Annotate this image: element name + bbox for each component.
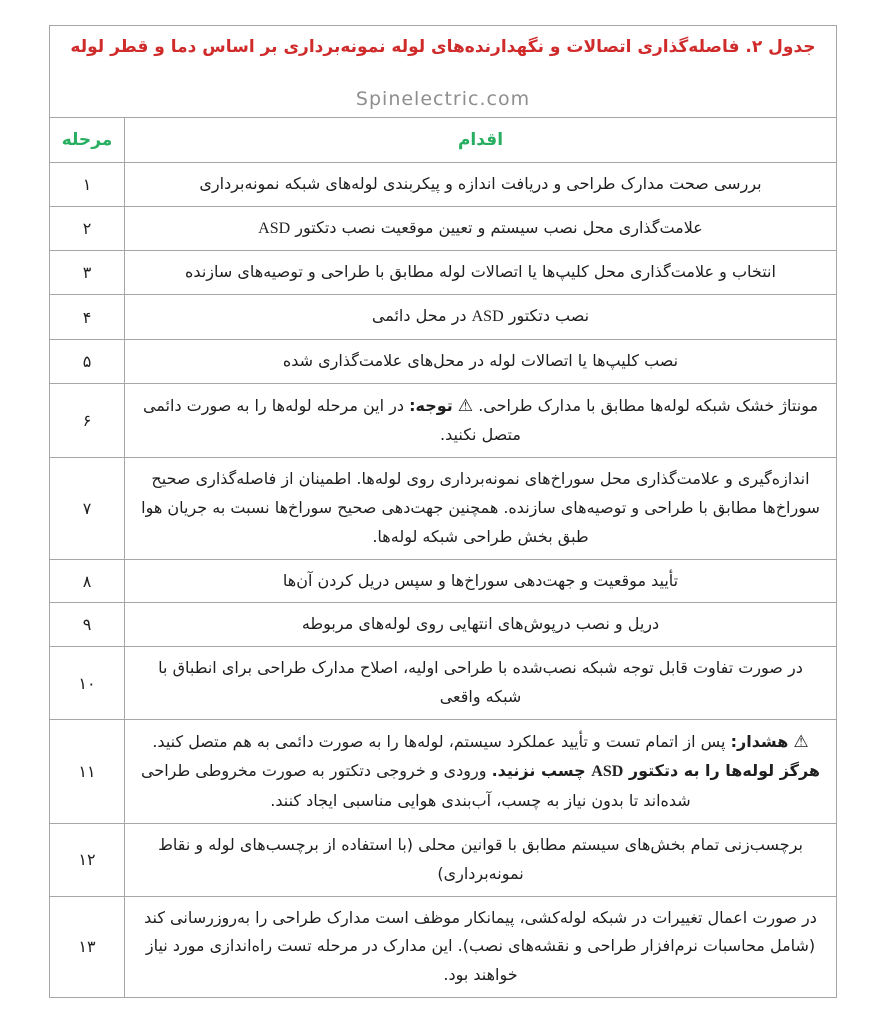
warning-icon: ⚠	[793, 731, 809, 752]
action-text	[139, 654, 822, 712]
action-cell	[125, 251, 837, 295]
action-cell	[125, 559, 837, 603]
action-text-segment: در محل دائمی	[371, 306, 472, 326]
table-row	[50, 603, 837, 647]
action-text-segment: ورودی و خروجی دتکتور به صورت مخروطی طراحی شده‌اند تا بدون نیاز به چسب، آب‌بندی هوایی مناسبی ایجاد کنند.	[140, 761, 691, 811]
action-cell	[125, 603, 837, 647]
table-row	[50, 559, 837, 603]
stage-number: ۸	[50, 559, 125, 603]
action-text-segment: چسب نزنید.	[491, 761, 592, 781]
table-row	[50, 647, 837, 720]
action-text-segment: دریل و نصب درپوش‌های انتهایی روی لوله‌های مربوطه	[301, 614, 660, 634]
table-row	[50, 295, 837, 340]
procedure-table	[49, 25, 837, 998]
action-text	[139, 610, 822, 639]
stage-number: ۹	[50, 603, 125, 647]
action-text-segment: هرگز لوله‌ها را به دتکتور	[623, 761, 821, 781]
action-text-segment: توجه:	[409, 395, 453, 415]
table-row	[50, 340, 837, 384]
action-cell	[125, 824, 837, 897]
stage-number: ۱۱	[50, 719, 125, 823]
action-text-segment: برچسب‌زنی تمام بخش‌های سیستم مطابق با قوانین محلی (با استفاده از برچسب‌های لوله و نقاط نمونه‌برداری)	[158, 835, 803, 883]
stage-number: ۱۳	[50, 896, 125, 997]
action-text-segment: نصب کلیپ‌ها یا اتصالات لوله در محل‌های علامت‌گذاری شده	[282, 351, 679, 371]
action-text-segment: ASD	[258, 219, 291, 237]
stage-number: ۳	[50, 251, 125, 295]
column-header-row	[50, 117, 837, 162]
action-text-segment: علامت‌گذاری محل نصب سیستم و تعیین موقعیت نصب دتکتور	[290, 217, 703, 237]
stage-number: ۲	[50, 206, 125, 251]
action-text-segment: در این مرحله لوله‌ها را به صورت دائمی متصل نکنید.	[142, 395, 521, 445]
stage-number: ۵	[50, 340, 125, 384]
warning-icon: ⚠	[457, 395, 474, 416]
table-row	[50, 719, 837, 823]
action-cell	[125, 896, 837, 997]
action-text	[139, 302, 822, 332]
stage-number: ۱۲	[50, 824, 125, 897]
action-text-segment: انتخاب و علامت‌گذاری محل کلیپ‌ها یا اتصالات لوله مطابق با طراحی و توصیه‌های سازنده	[185, 262, 776, 282]
table-title: جدول ۲. فاصله‌گذاری اتصالات و نگهدارنده‌های لوله نمونه‌برداری بر اساس دما و قطر لوله	[70, 37, 816, 57]
action-text	[139, 727, 822, 816]
action-cell	[125, 340, 837, 384]
action-text-segment: ASD	[591, 763, 624, 781]
action-text	[139, 831, 822, 889]
action-text-segment: ASD	[471, 308, 504, 326]
action-text	[139, 258, 822, 287]
action-cell	[125, 647, 837, 720]
table-row	[50, 824, 837, 897]
action-cell	[125, 458, 837, 559]
action-text-segment: در صورت اعمال تغییرات در شبکه لوله‌کشی، پیمانکار موظف است مدارک طراحی را به‌روزرسانی کند (شامل محاسبات نرم‌افزار طراحی و نقشه‌های نصب). این مدارک در مرحله تست راه‌اندازی مورد نیاز خواهند بود.	[144, 907, 817, 985]
action-text	[139, 567, 822, 596]
action-cell	[125, 719, 837, 823]
column-header-action: اقدام	[125, 117, 837, 162]
table-row	[50, 896, 837, 997]
title-row	[50, 26, 837, 118]
table-body	[50, 162, 837, 997]
action-text	[139, 391, 822, 450]
table-row	[50, 458, 837, 559]
stage-number: ۱	[50, 162, 125, 206]
action-text	[139, 214, 822, 244]
action-text-segment: هشدار:	[730, 731, 789, 751]
column-header-stage: مرحله	[50, 117, 125, 162]
action-text-segment: در صورت تفاوت قابل توجه شبکه نصب‌شده با طراحی اولیه، اصلاح مدارک طراحی برای انطباق با شبکه واقعی	[158, 658, 803, 707]
stage-number: ۶	[50, 383, 125, 457]
site-watermark: Spinelectric.com	[355, 87, 531, 110]
action-text	[139, 170, 822, 199]
action-text	[139, 904, 822, 990]
table-row	[50, 383, 837, 457]
action-cell	[125, 383, 837, 457]
title-cell	[50, 26, 837, 118]
action-text-segment: پس از اتمام تست و تأیید عملکرد سیستم، لوله‌ها را به صورت دائمی به هم متصل کنید.	[152, 731, 731, 751]
action-text	[139, 465, 822, 551]
table-row	[50, 162, 837, 206]
action-cell	[125, 295, 837, 340]
action-text-segment: بررسی صحت مدارک طراحی و دریافت اندازه و پیکربندی لوله‌های شبکه نمونه‌برداری	[199, 173, 762, 193]
stage-number: ۱۰	[50, 647, 125, 720]
action-text-segment: اندازه‌گیری و علامت‌گذاری محل سوراخ‌های نمونه‌برداری روی لوله‌ها. اطمینان از فاصله‌گذاری صحیح سوراخ‌ها مطابق با طراحی و توصیه‌های سازنده. همچنین جهت‌دهی صحیح سوراخ‌ها نسبت به جریان هوا طبق بخش طراحی شبکه لوله‌ها.	[141, 469, 820, 546]
action-text-segment: مونتاژ خشک شبکه لوله‌ها مطابق با مدارک طراحی.	[473, 395, 819, 415]
action-cell	[125, 206, 837, 251]
stage-number: ۷	[50, 458, 125, 559]
table-row	[50, 251, 837, 295]
action-cell	[125, 162, 837, 206]
action-text	[139, 347, 822, 376]
stage-number: ۴	[50, 295, 125, 340]
action-text-segment: تأیید موقعیت و جهت‌دهی سوراخ‌ها و سپس دریل کردن آن‌ها	[282, 570, 679, 590]
action-text-segment: نصب دتکتور	[503, 306, 590, 326]
table-row	[50, 206, 837, 251]
